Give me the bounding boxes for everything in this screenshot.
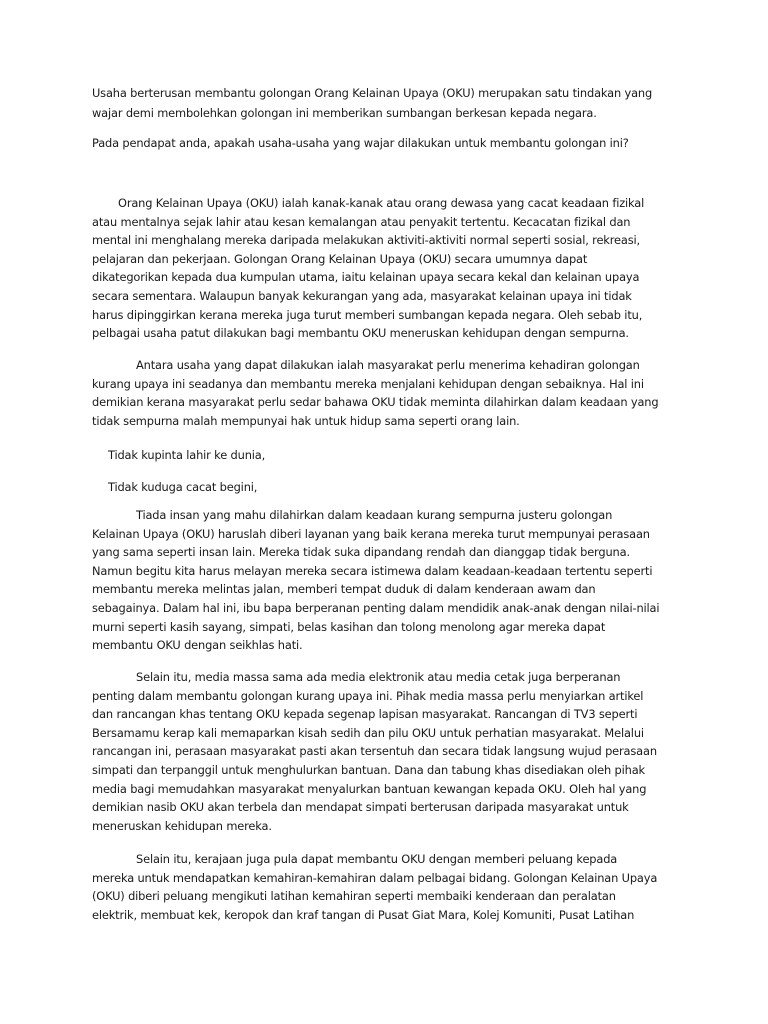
text-line: penting dalam membantu golongan kurang upaya ini. Pihak media massa perlu menyiarkan artikel [92,688,644,703]
paragraph-government [92,850,678,924]
text-line: mental ini menghalang mereka daripada melakukan aktiviti-aktiviti normal seperti sosial, rekreasi, [92,233,640,248]
text-line: rancangan ini, perasaan masyarakat pasti akan tersentuh dan secara tidak langsung wujud perasaan [92,744,657,759]
text-line: Selain itu, kerajaan juga pula dapat membantu OKU dengan memberi peluang kepada [136,852,618,866]
text-line: dan rancangan khas tentang OKU kepada segenap lapisan masyarakat. Rancangan di TV3 seperti [92,707,638,722]
text-line: mereka untuk mendapatkan kemahiran-kemahiran dalam pelbagai bidang. Golongan Kelainan Upaya [92,870,658,885]
text-line: demikian nasib OKU akan terbela dan mendapat simpati berterusan daripada masyarakat untuk [92,800,629,815]
text-line: pelajaran dan pekerjaan. Golongan Orang Kelainan Upaya (OKU) secara umumnya dapat [92,251,588,266]
text-line: (OKU) diberi peluang mengikuti latihan kemahiran seperti membaiki kenderaan dan peralatan [92,889,616,904]
text-line: atau mentalnya sejak lahir atau kesan kemalangan atau penyakit tertentu. Kecacatan fizikal dan [92,214,631,229]
question-prompt [92,134,678,154]
verse-line-1 [92,446,678,465]
text-line: Bersamamu kerap kali memaparkan kisah sedih dan pilu OKU untuk perhatian masyarakat. Melalui [92,725,644,740]
text-line: Orang Kelainan Upaya (OKU) ialah kanak-kanak atau orang dewasa yang cacat keadaan fizikal [118,196,645,210]
paragraph-acceptance [92,356,678,430]
text-line: Namun begitu kita harus melayan mereka secara istimewa dalam keadaan-keadaan tertentu seperti [92,563,653,578]
text-line: tidak sempurna malah mempunyai hak untuk hidup sama seperti orang lain. [92,413,520,428]
text-line: Selain itu, media massa sama ada media elektronik atau media cetak juga berperanan [136,670,621,684]
verse-line-2 [92,478,678,497]
text-line: meneruskan kehidupan mereka. [92,818,272,833]
text-line: kurang upaya ini seadanya dan membantu mereka menjalani kehidupan dengan sebaiknya. Hal ini [92,376,644,391]
text-line: membantu OKU dengan seikhlas hati. [92,638,303,653]
text-line: secara sementara. Walaupun banyak kekurangan yang ada, masyarakat kelainan upaya ini tidak [92,288,632,303]
text-line: Kelainan Upaya (OKU) haruslah diberi layanan yang baik kerana mereka turut mempunyai perasaan [92,526,650,541]
text-line: Pada pendapat anda, apakah usaha-usaha yang wajar dilakukan untuk membantu golongan ini? [92,136,629,150]
text-line: yang sama seperti insan lain. Mereka tidak suka dipandang rendah dan dianggap tidak berguna. [92,545,630,560]
text-line: Tidak kupinta lahir ke dunia, [108,448,266,462]
text-line: membantu mereka melintas jalan, memberi tempat duduk di dalam kenderaan awam dan [92,582,596,597]
text-line: Tidak kuduga cacat begini, [108,480,258,494]
text-line: Antara usaha yang dapat dilakukan ialah masyarakat perlu menerima kehadiran golongan [136,358,640,372]
text-line: murni seperti kasih sayang, simpati, belas kasihan dan tolong menolong agar mereka dapat [92,619,606,634]
paragraph-treatment [92,506,678,655]
text-line: Tiada insan yang mahu dilahirkan dalam keadaan kurang sempurna justeru golongan [136,508,613,522]
text-line: Usaha berterusan membantu golongan Orang Kelainan Upaya (OKU) merupakan satu tindakan yang [92,86,653,100]
text-line: simpati dan terpanggil untuk menghulurkan bantuan. Dana dan tabung khas disediakan oleh pihak [92,762,645,777]
question-statement [92,84,678,123]
text-line: sebagainya. Dalam hal ini, ibu bapa berperanan penting dalam mendidik anak-anak dengan nilai-nilai [92,600,660,615]
text-line: dikategorikan kepada dua kumpulan utama, iaitu kelainan upaya secara kekal dan kelainan upaya [92,270,640,285]
text-line: harus dipinggirkan kerana mereka juga turut memberi sumbangan kepada negara. Oleh sebab itu, [92,307,643,322]
paragraph-media [92,668,678,835]
text-line: demikian kerana masyarakat perlu sedar bahawa OKU tidak meminta dilahirkan dalam keadaan yang [92,395,659,410]
paragraph-introduction [92,194,678,343]
text-line: wajar demi membolehkan golongan ini memberikan sumbangan berkesan kepada negara. [92,105,597,120]
text-line: media bagi memudahkan masyarakat menyalurkan bantuan kewangan kepada OKU. Oleh hal yang [92,781,647,796]
text-line: pelbagai usaha patut dilakukan bagi membantu OKU meneruskan kehidupan dengan sempurna. [92,326,629,341]
text-line: elektrik, membuat kek, keropok dan kraf tangan di Pusat Giat Mara, Kolej Komuniti, Pusat Latihan [92,907,635,922]
